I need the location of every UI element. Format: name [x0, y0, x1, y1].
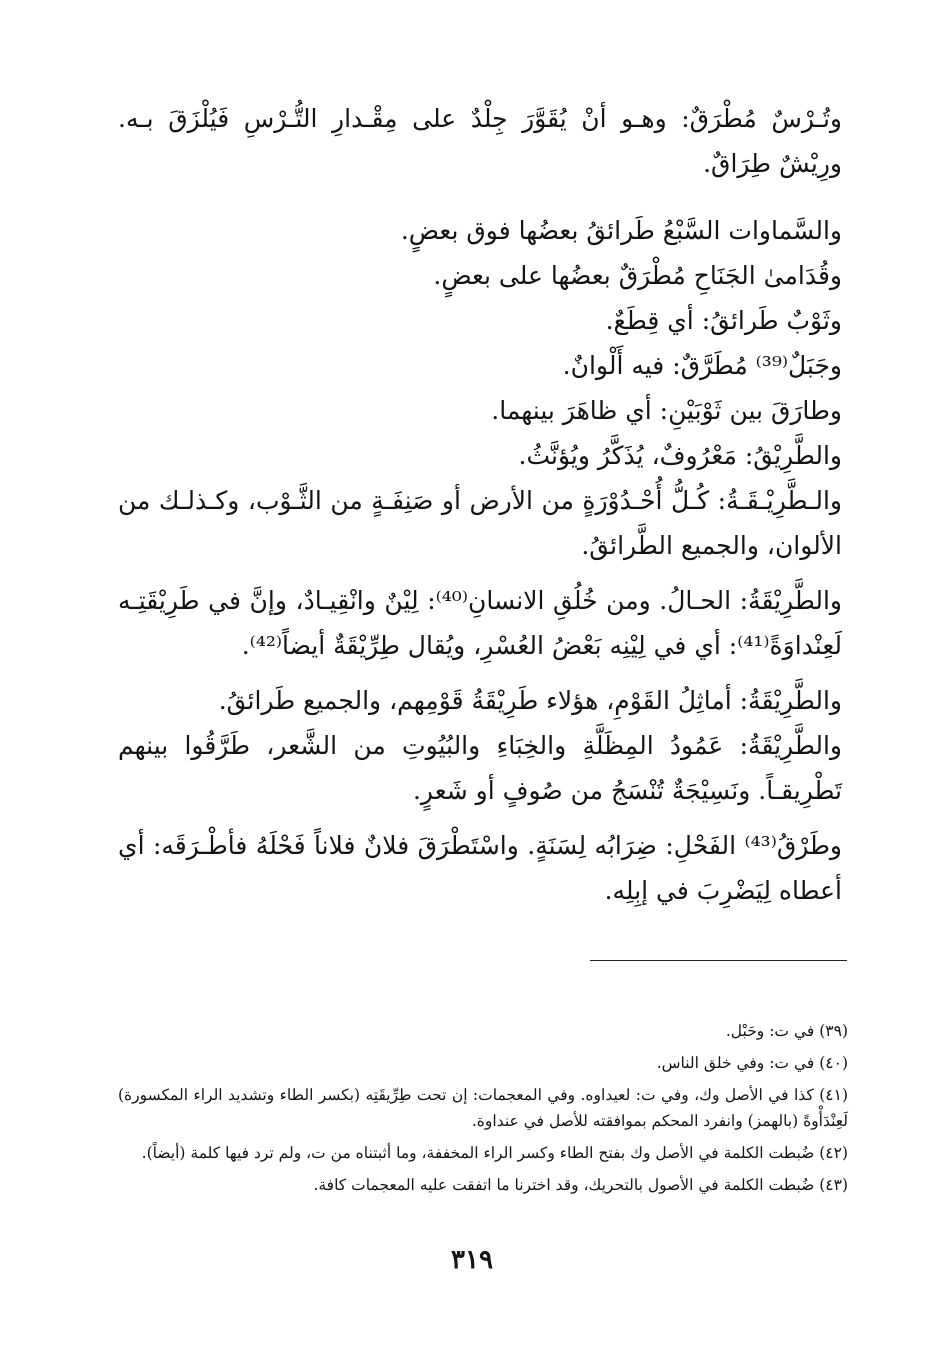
paragraph: وثَوْبٌ طَرائقُ: أي قِطَعٌ.	[605, 306, 842, 335]
footnote-text: في ت: وفي خلق الناس.	[656, 1054, 815, 1072]
paragraph: وقُدَامىٰ الجَنَاحِ مُطْرَقٌ بعضُها على بعضٍ.	[433, 261, 842, 290]
footnote-text: ضُبطت الكلمة في الأصول بالتحريك، وقد اخترنا ما اتفقت عليه المعجمات كافة.	[313, 1176, 815, 1194]
footnote-number: (٤٢)	[819, 1144, 848, 1162]
footnote	[118, 1050, 848, 1076]
footnote	[118, 1082, 848, 1134]
footnote	[118, 1172, 848, 1198]
paragraph: والطَّرِيْقُ: مَعْرُوفٌ، يُذَكَّرُ ويُؤنَّثُ.	[518, 441, 842, 470]
main-text	[118, 96, 842, 923]
paragraph: وطَرْقُ⁽⁴³⁾ الفَحْلِ: ضِرَابُه لِسَنَةٍ. واسْتَطْرَقَ فلانٌ فلاناً فَحْلَهُ فأطْـرَقَه: أي أعطاه لِيَضْرِبَ في إبِلِه.	[118, 831, 842, 905]
paragraph: وجَبَلٌ⁽³⁹⁾ مُطَرَّقٌ: فيه أَلْوانٌ.	[562, 351, 842, 380]
footnote	[118, 1140, 848, 1166]
paragraph: وتُـرْسٌ مُطْرَقٌ: وهـو أنْ يُقَوَّرَ جِلْدٌ على مِقْـدارِ التُّـرْسِ فَيُلْزَقَ بـه. ورِيْشٌ طِرَاقٌ.	[118, 104, 842, 178]
paragraph: والطَّرِيْقَةُ: عَمُودُ المِظَلَّةِ والخِبَاءِ والبُيُوتِ من الشَّعر، طَرَّقُوا بينهم تَطْرِيقـاً. ونَسِيْجَةٌ تُنْسَجُ من صُوفٍ أو شَعرٍ.	[118, 731, 842, 805]
footnote-separator	[590, 960, 847, 961]
footnote-number: (٤٠)	[819, 1054, 848, 1072]
paragraph: وطارَقَ بين ثَوْبَيْنِ: أي ظاهَرَ بينهما.	[491, 396, 842, 425]
paragraph: والسَّماوات السَّبْعُ طَرائقُ بعضُها فوق بعضٍ.	[400, 216, 842, 245]
footnote-number: (٣٩)	[819, 1022, 848, 1040]
footnotes	[118, 1018, 848, 1204]
paragraph: والطَّرِيْقَةُ: الحـالُ. ومن خُلُقِ الانسانِ⁽⁴⁰⁾: لِيْنٌ وانْقِيـادٌ، وإنَّ في طَرِيْقَتِـه لَعِنْداوَةً⁽⁴¹⁾: أي في لِيْنِه بَعْضُ العُسْرِ، ويُقال طِرِّيْقَةٌ أيضاً⁽⁴²⁾.	[118, 586, 842, 660]
footnote-number: (٤١)	[819, 1086, 848, 1104]
paragraph: والـطَّرِيْـقَـةُ: كُـلُّ أُحْـدُوْرَةٍ من الأرض أو صَنِفَـةٍ من الثَّـوْب، وكـذلـك من الألوان، والجميع الطَّرائقُ.	[118, 486, 842, 560]
footnote-text: كذا في الأصل وك، وفي ت: لعيداوه. وفي المعجمات: إن تحت طِرِّيقَتِه (بكسر الطاء وتشديد الراء المكسورة) لَعِنْدَأْوةً (بالهمز) وانفرد المحكم بموافقته للأصل في عنداوة.	[118, 1086, 848, 1130]
footnote	[118, 1018, 848, 1044]
footnote-number: (٤٣)	[819, 1176, 848, 1194]
paragraph: والطَّرِيْقَةُ: أماثِلُ القَوْمِ، هؤلاء طَرِيْقَةُ قَوْمِهم، والجميع طَرائقُ.	[218, 686, 842, 715]
page-number: ٣١٩	[451, 1245, 493, 1275]
footnote-text: ضُبطت الكلمة في الأصل وك بفتح الطاء وكسر الراء المخففة، وما أثبتناه من ت، ولم ترد فيها كلمة (أيضاً).	[141, 1144, 815, 1162]
spacer	[118, 196, 842, 208]
footnote-text: في ت: وحَبْل.	[725, 1022, 815, 1040]
